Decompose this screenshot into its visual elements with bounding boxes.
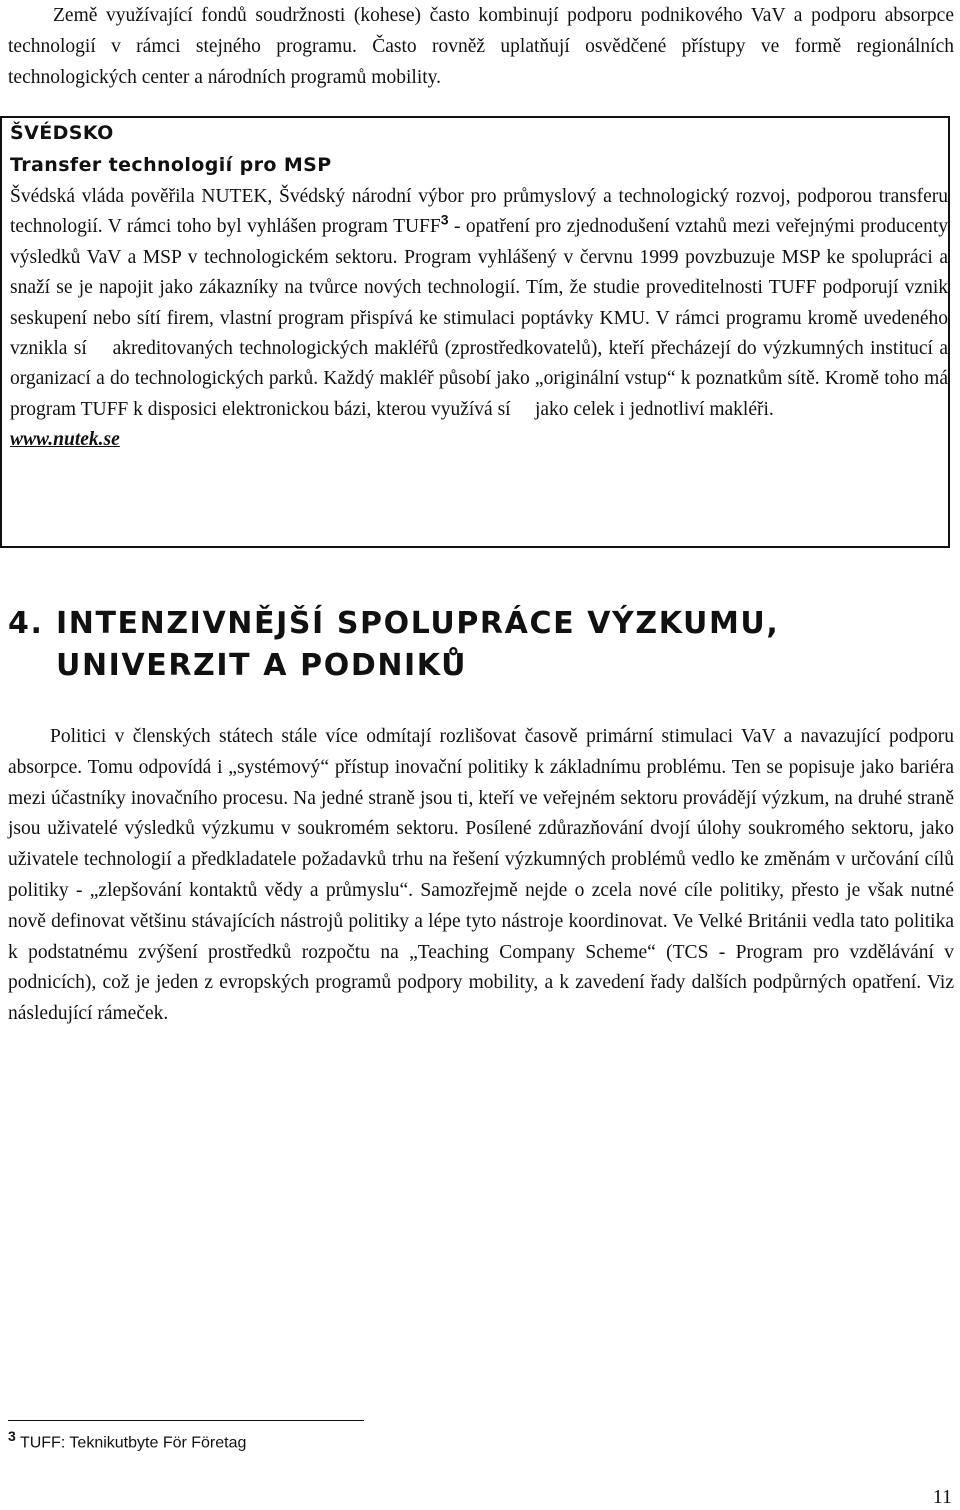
section-number: 4. [8,606,44,641]
section-heading [8,603,779,687]
footnote-marker: 3 [8,1428,16,1444]
footnote-reference[interactable]: 3 [440,211,449,228]
nutek-link[interactable]: www.nutek.se [10,429,120,451]
footnote-text: TUFF: Teknikutbyte För Företag [15,1434,247,1452]
box-country-heading: ŠVÉDSKO [10,122,114,144]
footnote-divider [8,1420,364,1421]
body-paragraph: Politici v členských státech stále více odmítají rozlišovat časově primární stimulaci VaV a navazující podporu absorpce. Tomu odpovídá i „systémový“ přístup inovační politiky k základnímu problému. Ten se popisuje jako bariéra mezi účastníky inovačního procesu. Na jedné straně jsou ti, kteří ve veřejném sektoru provádějí výzkum, na druhé straně jsou uživatelé výsledků výzkumu v soukromém sektoru. Posílené zdůrazňování dvojí úlohy soukromého sektoru, jako uživatele technologií a předkladatele požadavků trhu na řešení výzkumných problémů vedlo ke změnám v určování cílů politiky - „zlepšování kontaktů vědy a průmyslu“. Samozřejmě nejde o zcela nové cíle politiky, přesto je však nutné nově definovat většinu stávajících nástrojů politiky a lépe tyto nástroje koordinovat. Ve Velké Británii vedla tato politika k podstatnému zvýšení prostředků rozpočtu na „Teaching Company Scheme“ (TCS - Program pro vzdělávání v podnicích), což je jeden z evropských programů podpory mobility, a k zavedení řady dalších podpůrných opatření. Viz následující rámeček. [8,726,954,1025]
box-text-part1: Švédská vláda pověřila NUTEK, Švédský národní výbor pro průmyslový a technologický rozvoj, podporou transferu technologií. V rámci toho byl vyhlášen program TUFF [10,186,948,238]
page-number: 11 [932,1486,952,1508]
section-title-line1: INTENZIVNĚJŠÍ SPOLUPRÁCE VÝZKUMU, [56,606,780,641]
box-subtitle: Transfer technologií pro MSP [10,154,332,176]
intro-paragraph: Země využívající fondů soudržnosti (kohese) často kombinují podporu podnikového VaV a podporu absorpce technologií v rámci stejného programu. Často rovněž uplatňují osvědčené přístupy ve formě regionálních technologických center a národních programů mobility. [8,5,954,88]
footnote [8,1428,246,1452]
box-paragraph [10,182,948,456]
section-title-line2: UNIVERZIT A PODNIKŮ [56,648,468,683]
box-text-part2: - opatření pro zjednodušení vztahů mezi veřejnými producenty výsledků VaV a MSP v technologickém sektoru. Program vyhlášený v červnu 1999 povzbuzuje MSP ke spolupráci a snaží se je napojit jako zákazníky na tvůrce nových technologií. Tím, že studie proveditelnosti TUFF podporují vznik seskupení nebo sítí firem, vlastní program přispívá ke stimulaci poptávky KMU. V rámci programu kromě uvedeného vznikla sí akreditovaných technologických makléřů (zprostředkovatelů), kteří přecházejí do výzkumných institucí a organizací a do technologických parků. Každý makléř působí jako „originální vstup“ k poznatkům sítě. Kromě toho má program TUFF k disposici elektronickou bázi, kterou využívá sí jako celek i jednotliví makléři. [10,216,949,420]
